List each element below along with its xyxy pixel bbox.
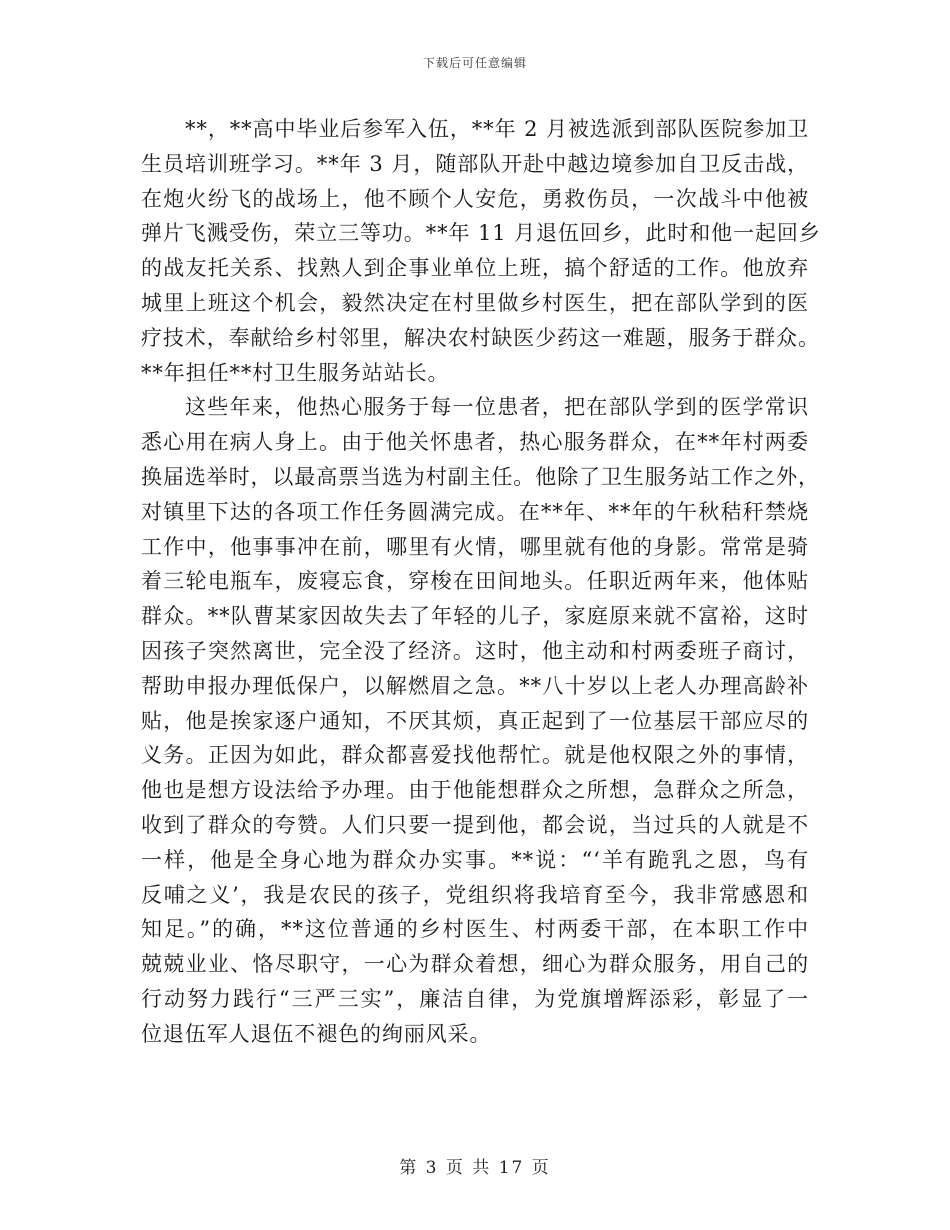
text-line: 的战友托关系、找熟人到企事业单位上班，搞个舒适的工作。他放弃 [141,256,809,281]
text-line: 着三轮电瓶车，废寝忘食，穿梭在田间地头。任职近两年来，他体贴 [141,569,809,594]
text-line: 知足。”的确，**这位普通的乡村医生、村两委干部，在本职工作中 [141,917,809,942]
text-line: 弹片飞溅受伤，荣立三等功。**年 11 月退伍回乡，此时和他一起回乡 [141,221,821,246]
text-line: 群众。**队曹某家因故失去了年轻的儿子，家庭原来就不富裕，这时 [141,604,809,629]
text-line: 城里上班这个机会，毅然决定在村里做乡村医生，把在部队学到的医 [141,290,809,315]
text-line: 义务。正因为如此，群众都喜爱找他帮忙。就是他权限之外的事情， [141,743,809,768]
text-line: **，**高中毕业后参军入伍，**年 2 月被选派到部队医院参加卫 [185,117,809,141]
page-header-note: 下载后可任意编辑 [422,56,527,70]
document-body [141,112,821,1052]
text-line: 行动努力践行“三严三实”，廉洁自律，为党旗增辉添彩，彰显了一 [141,986,809,1011]
text-line: 对镇里下达的各项工作任务圆满完成。在**年、**年的午秋秸秆禁烧 [141,499,809,524]
text-line: 悉心用在病人身上。由于他关怀患者，热心服务群众，在**年村两委 [141,430,809,455]
text-line: 在炮火纷飞的战场上，他不顾个人安危，勇救伤员，一次战斗中他被 [141,186,809,211]
text-line: 这些年来，他热心服务于每一位患者，把在部队学到的医学常识 [185,395,809,420]
text-line: 反哺之义’，我是农民的孩子，党组织将我培育至今，我非常感恩和 [141,882,809,907]
text-line: 收到了群众的夸赞。人们只要一提到他，都会说，当过兵的人就是不 [141,812,809,837]
text-line: **年担任**村卫生服务站站长。 [141,360,450,385]
text-line: 他也是想方设法给予办理。由于他能想群众之所想，急群众之所急， [141,778,809,803]
text-line: 因孩子突然离世，完全没了经济。这时，他主动和村两委班子商讨， [141,638,809,663]
text-line: 兢兢业业、恪尽职守，一心为群众着想，细心为群众服务，用自己的 [141,952,809,977]
text-line: 位退伍军人退伍不褪色的绚丽风采。 [141,1021,492,1046]
text-line: 贴，他是挨家逐户通知，不厌其烦，真正起到了一位基层干部应尽的 [141,708,809,733]
text-line: 工作中，他事事冲在前，哪里有火情，哪里就有他的身影。常常是骑 [141,534,809,559]
page-number: 第 3 页 共 17 页 [399,1158,551,1178]
text-line: 一样，他是全身心地为群众办实事。**说：“‘羊有跪乳之恩，鸟有 [141,847,809,872]
text-line: 帮助申报办理低保户，以解燃眉之急。**八十岁以上老人办理高龄补 [141,673,809,698]
text-line: 换届选举时，以最高票当选为村副主任。他除了卫生服务站工作之外， [141,464,820,489]
text-line: 生员培训班学习。**年 3 月，随部队开赴中越边境参加自卫反击战， [141,151,809,176]
text-line: 疗技术，奉献给乡村邻里，解决农村缺医少药这一难题，服务于群众。 [141,325,820,350]
